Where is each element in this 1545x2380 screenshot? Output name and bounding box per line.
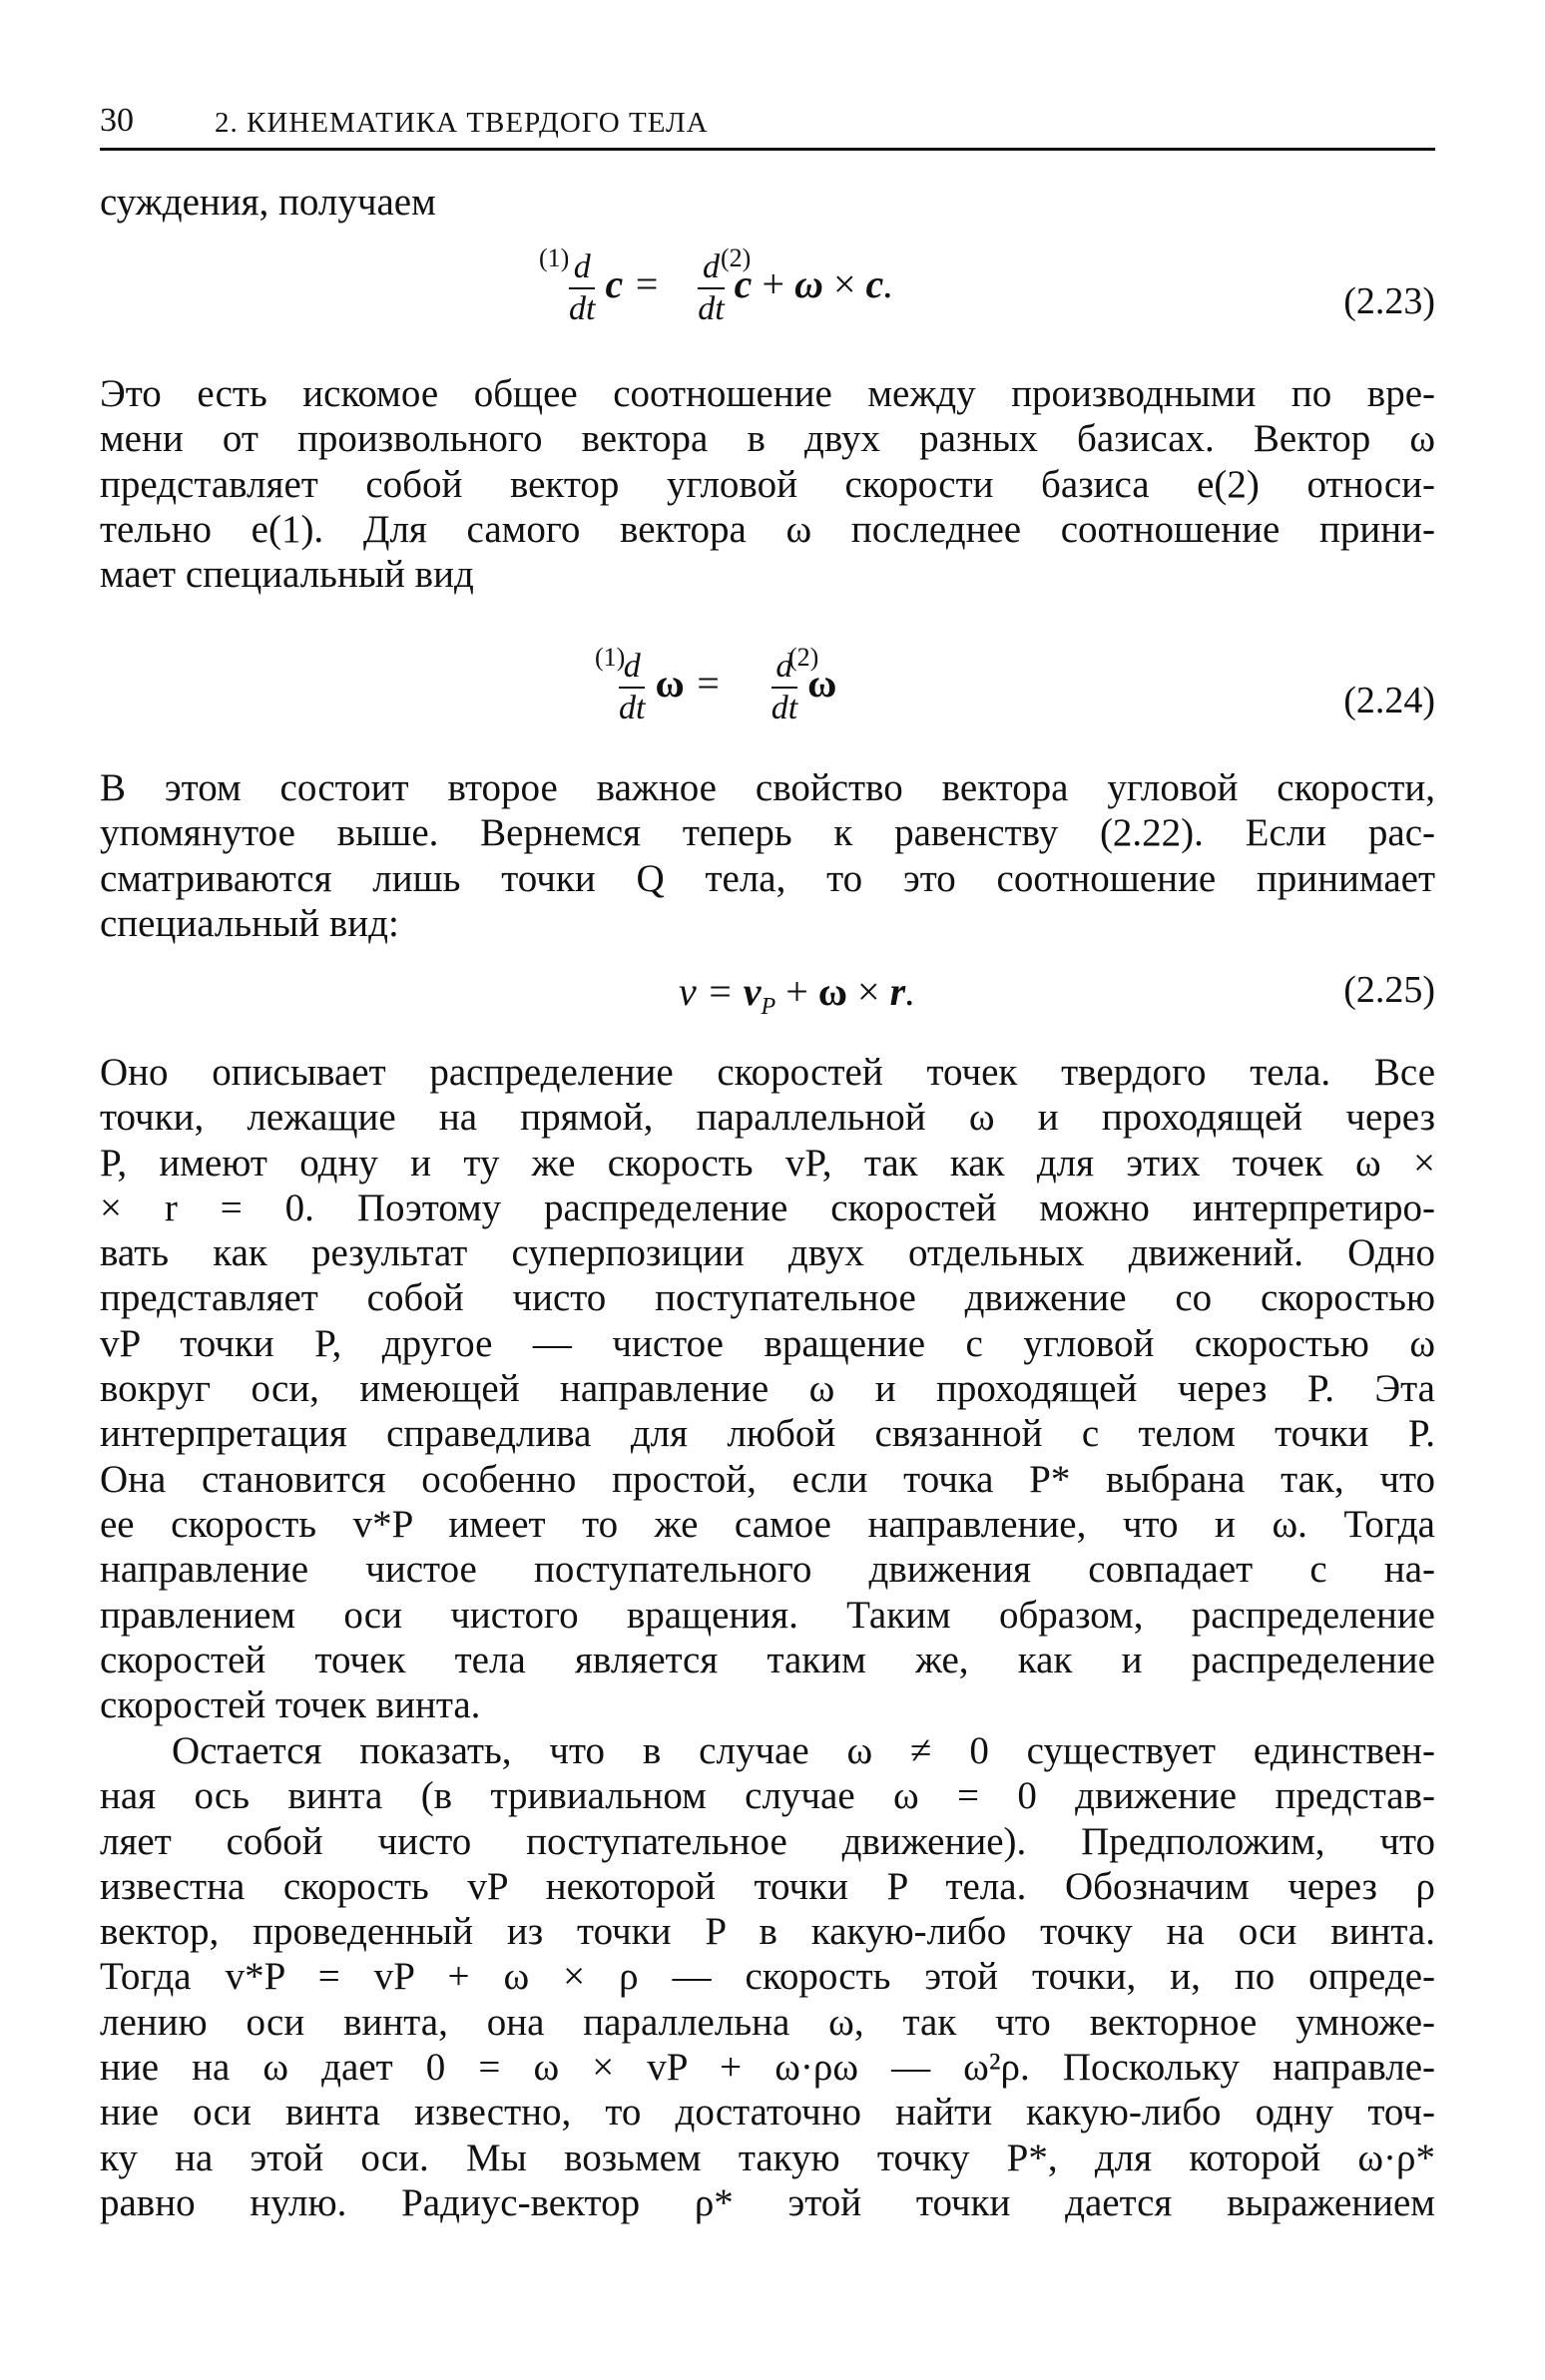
equation-2-25 xyxy=(100,958,1435,1018)
text-line: специальный вид: xyxy=(100,901,399,945)
text-line: скоростей точек тела является таким же, как и распределение xyxy=(100,1638,1435,1681)
text-line: скоростей точек винта. xyxy=(100,1683,481,1727)
paragraph-3 xyxy=(100,1050,1435,1727)
text-line: В этом состоит второе важное свойство вектора угловой скорости, xyxy=(100,766,1435,809)
equation-body: (1) $\frac{d}{dt}$ c = (2) $\frac{d}{dt}$ c + ω × c. xyxy=(539,243,894,327)
text-line: мени от произвольного вектора в двух разных базисах. Вектор ω xyxy=(100,417,1435,461)
intro-text xyxy=(100,180,1435,225)
paragraph-4 xyxy=(100,1728,1435,2225)
text-line: вать как результат суперпозиции двух отдельных движений. Одно xyxy=(100,1231,1435,1275)
running-title: 2. КИНЕМАТИКА ТВЕРДОГО ТЕЛА xyxy=(215,107,709,139)
text-line: точки, лежащие на прямой, параллельной ω и проходящей через xyxy=(100,1096,1435,1140)
text-line: представляет собой чисто поступательное движение со скоростью xyxy=(100,1276,1435,1320)
text-line: вокруг оси, имеющей направление ω и проходящей через P. Эта xyxy=(100,1367,1435,1411)
equation-number: (2.23) xyxy=(1343,280,1435,322)
text-line: сматриваются лишь точки Q тела, то это соотношение принимает xyxy=(100,856,1435,900)
running-header xyxy=(100,92,1435,151)
equation-number: (2.25) xyxy=(1343,969,1435,1011)
text-line: вектор, проведенный из точки P в какую-либо точку на оси винта. xyxy=(100,1910,1435,1954)
equation-number: (2.24) xyxy=(1343,680,1435,721)
text-line: упомянутое выше. Вернемся теперь к равенству (2.22). Если рас- xyxy=(100,811,1435,855)
page-number: 30 xyxy=(100,102,134,139)
equation-2-24 xyxy=(100,639,1435,748)
text-line: интерпретация справедлива для любой связанной с телом точки P. xyxy=(100,1412,1435,1456)
text-line: ляет собой чисто поступательное движение). Предположим, что xyxy=(100,1819,1435,1863)
text-line: × r = 0. Поэтому распределение скоростей можно интерпретиро- xyxy=(100,1186,1435,1229)
text-line: Это есть искомое общее соотношение между производными по вре- xyxy=(100,372,1435,415)
text-line: P, имеют одну и ту же скорость vP, так как для этих точек ω × xyxy=(100,1141,1435,1185)
text-line: Она становится особенно простой, если точка P* выбрана так, что xyxy=(100,1457,1435,1501)
text-line: ная ось винта (в тривиальном случае ω = 0 движение представ- xyxy=(100,1774,1435,1818)
text-line: Тогда v*P = vP + ω × ρ — скорость этой точки, и, по опреде- xyxy=(100,1955,1435,1999)
text-line: vP точки P, другое — чистое вращение с угловой скоростью ω xyxy=(100,1321,1435,1365)
text-line: тельно e(1). Для самого вектора ω последнее соотношение прини- xyxy=(100,507,1435,551)
equation-2-23 xyxy=(100,239,1435,349)
paragraph-1 xyxy=(100,371,1435,597)
text-line: ние на ω дает 0 = ω × vP + ω·ρω — ω²ρ. Поскольку направле- xyxy=(100,2046,1435,2090)
text-line: лению оси винта, она параллельна ω, так что векторное умноже- xyxy=(100,2000,1435,2044)
text-line: ее скорость v*P имеет то же самое направление, что и ω. Тогда xyxy=(100,1502,1435,1546)
paragraph-2 xyxy=(100,765,1435,946)
text-line: ку на этой оси. Мы возьмем такую точку P*, для которой ω·ρ* xyxy=(100,2136,1435,2179)
equation-body: $v = v_P + \omega \times r$. xyxy=(679,969,916,1020)
text-line: известна скорость vP некоторой точки P тела. Обозначим через ρ xyxy=(100,1864,1435,1908)
text-line: мает специальный вид xyxy=(100,553,474,597)
equation-body: (1) $\frac{d}{dt}$ ω = (2) $\frac{d}{dt}$ ω xyxy=(595,643,837,726)
text-line: Оно описывает распределение скоростей точек твердого тела. Все xyxy=(100,1051,1435,1094)
text-line: равно нулю. Радиус-вектор ρ* этой точки дается выражением xyxy=(100,2180,1435,2224)
text-line: направление чистое поступательного движения совпадает с на- xyxy=(100,1548,1435,1592)
text-line: суждения, получаем xyxy=(100,181,436,224)
text-line: представляет собой вектор угловой скорости базиса e(2) относи- xyxy=(100,462,1435,506)
text-line: Остается показать, что в случае ω ≠ 0 существует единствен- xyxy=(172,1729,1435,1772)
text-line: правлением оси чистого вращения. Таким образом, распределение xyxy=(100,1593,1435,1637)
text-line: ние оси винта известно, то достаточно найти какую-либо одну точ- xyxy=(100,2091,1435,2135)
